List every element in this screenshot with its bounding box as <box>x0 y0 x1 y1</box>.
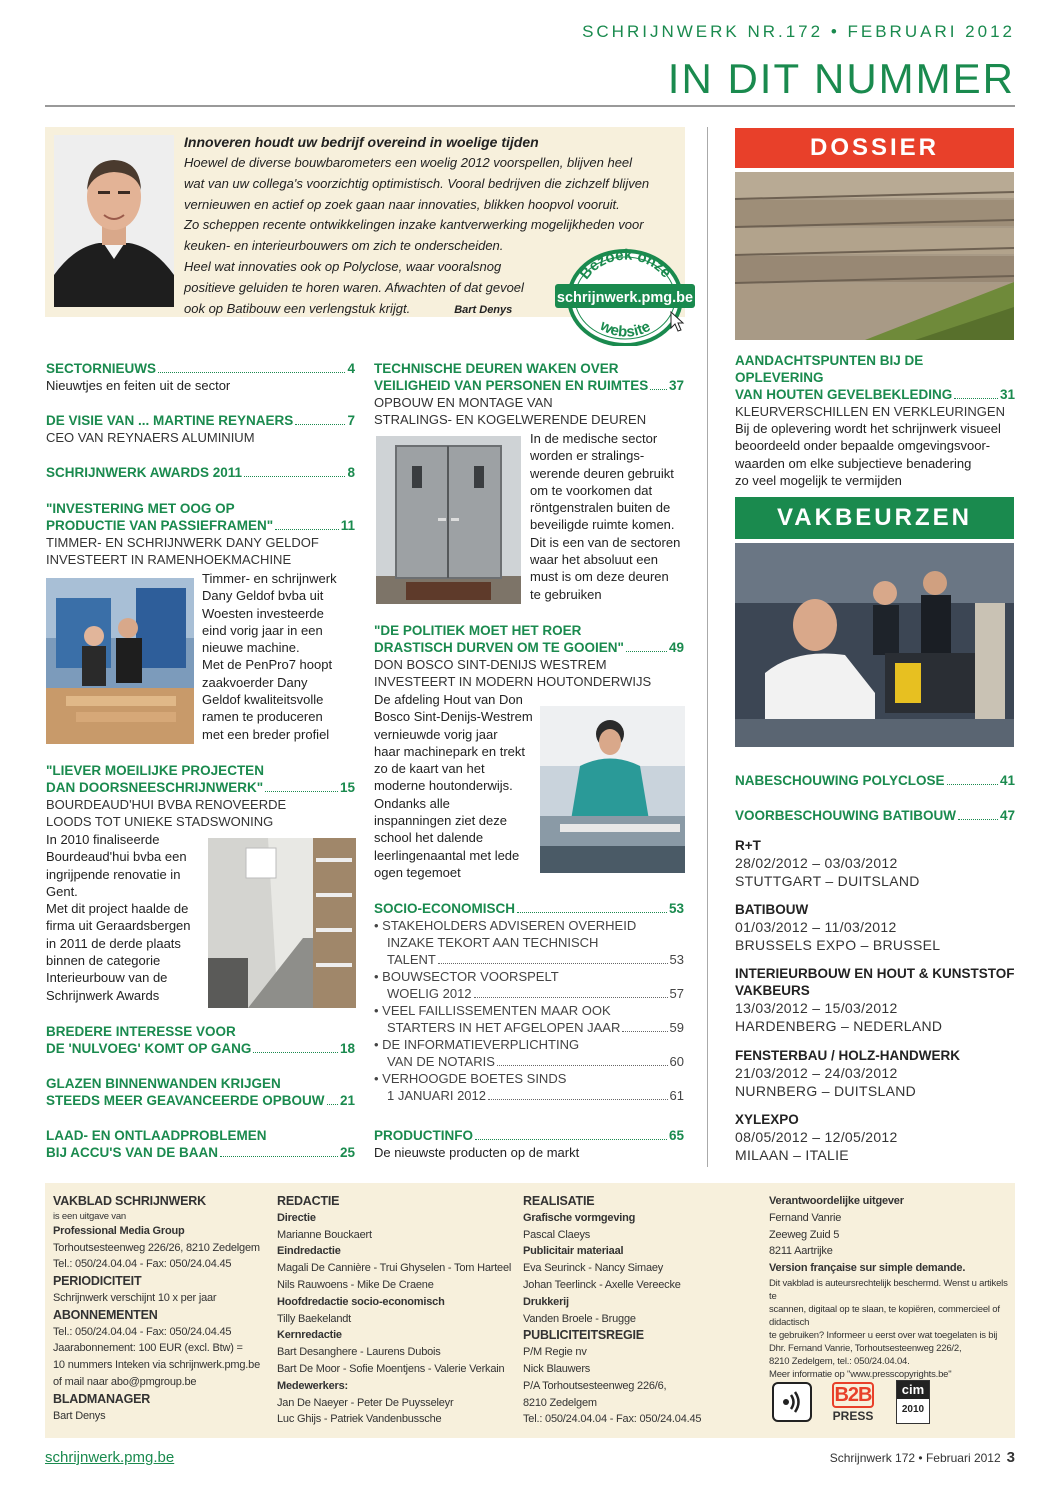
toc-entry-awards[interactable]: SCHRIJNWERK AWARDS 2011 8 <box>46 465 355 480</box>
colophon-line: Directie <box>277 1211 316 1224</box>
colophon-line: Fernand Vanrie <box>769 1211 842 1224</box>
fair-item: BATIBOUW 01/03/2012 – 11/03/2012 BRUSSELS EXPO – BRUSSEL <box>735 902 941 953</box>
cim-logo: cim 2010 <box>896 1380 930 1424</box>
colophon-line: Jan De Naeyer - Peter De Puysseleyr <box>277 1396 454 1409</box>
socio-bullet-item[interactable]: • VEEL FAILLISSEMENTEN MAAR OOK STARTERS IN HET AFGELOPEN JAAR 59 <box>374 1003 684 1035</box>
editorial-line: keuken- en interieurbouwers om zich te onderscheiden. <box>184 238 504 254</box>
colophon-line: te gebruiken? Informeer u eerst over wat toegelaten is bij <box>769 1329 998 1341</box>
colophon-line: 8211 Aartrijke <box>769 1245 833 1258</box>
colophon-line: ABONNEMENTEN <box>53 1307 158 1322</box>
don-bosco-body: De afdeling Hout van Don Bosco Sint-Denijs-Westrem vernieuwde vorig jaar haar machinepark en trekt zo de kaart van het moderne houtonderwijs. Ondanks alle inspanningen ziet deze school het dalende leerlingenaantal met lede ogen tegemoet <box>374 692 533 880</box>
colophon-line: Meer informatie op "www.presscopyrights.be" <box>769 1368 952 1380</box>
colophon-line: Dhr. Fernand Vanrie, Torhoutsesteenweg 226/2, <box>769 1342 962 1354</box>
colophon-line: PERIODICITEIT <box>53 1274 142 1289</box>
editorial-line: positieve geluiden te horen waren. Afwachten of dat gevoel <box>184 279 524 295</box>
vakbeurzen-photo <box>735 543 1014 747</box>
editorial-title: Innoveren houdt uw bedrijf overeind in woelige tijden <box>184 134 539 150</box>
stadswoning-photo <box>208 838 356 1008</box>
editor-portrait <box>54 135 174 307</box>
page-number: 3 <box>1006 1449 1015 1466</box>
colophon-line: of mail naar abo@pmgroup.be <box>53 1375 197 1388</box>
colophon-line: Dit vakblad is auteursrechtelijk beschermd. Wenst u artikels te <box>769 1277 1008 1302</box>
b2b-press-logo: B2B PRESS <box>832 1384 874 1423</box>
colophon-line: Nick Blauwers <box>523 1362 591 1375</box>
colophon-line: BLADMANAGER <box>53 1391 151 1406</box>
colophon-line: Pascal Claeys <box>523 1228 591 1241</box>
issue-line: SCHRIJNWERK NR.172 • FEBRUARI 2012 <box>582 22 1015 41</box>
socio-bullet-item[interactable]: • STAKEHOLDERS ADVISEREN OVERHEID INZAKE TEKORT AAN TECHNISCH TALENT 53 <box>374 918 684 967</box>
colophon-line: 10 nummers Inteken via schrijnwerk.pmg.be <box>53 1359 261 1372</box>
colophon-line: Torhoutsesteenweg 226/26, 8210 Zedelgem <box>53 1241 260 1254</box>
geldof-body: Timmer- en schrijnwerk Dany Geldof bvba uit Woesten investeerde eind vorig jaar in een nieuwe machine. Met de PenPro7 hoopt zaakvoerder Dany Geldof kwaliteitsvolle ramen te produceren met een breder profiel <box>202 571 337 742</box>
dossier-photo <box>735 172 1014 340</box>
toc-entry-batibouw[interactable]: VOORBESCHOUWING BATIBOUW 47 <box>735 808 1015 823</box>
editorial-line: ook op Batibouw een verlengstuk krijgt. Bart Denys <box>184 300 513 316</box>
toc-entry-visie[interactable]: DE VISIE VAN ... MARTINE REYNAERS 7 CEO VAN REYNAERS ALUMINIUM <box>46 413 355 445</box>
colophon-line: scannen, digitaal op te slaan, te kopiëren, commercieel of didactisch <box>769 1303 1000 1328</box>
bourdeaudhui-body: In 2010 finaliseerde Bourdeaud'hui bvba een ingrijpende renovatie in Gent. Met dit project haalde de firma uit Geraardsbergen in 2011 de derde plaats binnen de categorie Interieurbouw van de Schrijnwerk Awards <box>46 832 191 1003</box>
colophon-line: Magali De Cannière - Trui Ghyselen - Tom Harteel <box>277 1262 512 1275</box>
toc-entry-doorsneeschrijnwerk[interactable]: "LIEVER MOEILIJKE PROJECTEN DAN DOORSNEESCHRIJNWERK" 15 BOURDEAUD'HUI BVBA RENOVEERDE LOODS TOT UNIEKE STADSWONING <box>46 763 355 829</box>
colophon-line: P/A Torhoutsesteenweg 226/6, <box>523 1379 667 1392</box>
colophon-line: Marianne Bouckaert <box>277 1228 372 1241</box>
dossier-banner: DOSSIER <box>735 128 1014 168</box>
colophon-redactie <box>277 1193 517 1428</box>
editorial-line: Zo scheppen recente ontwikkelingen inzake kantverwerking mogelijkheden voor <box>184 217 644 233</box>
colophon-line: Johan Teerlinck - Axelle Vereecke <box>523 1278 681 1291</box>
header-rule <box>45 105 1015 107</box>
socio-bullet-item[interactable]: • BOUWSECTOR VOORSPELT WOELIG 2012 57 <box>374 969 684 1001</box>
toc-entry-technische-deuren[interactable]: TECHNISCHE DEUREN WAKEN OVER VEILIGHEID VAN PERSONEN EN RUIMTES 37 OPBOUW EN MONTAGE VAN STRALINGS- EN KOGELWERENDE DEUREN <box>374 361 684 427</box>
colophon-line: Kernredactie <box>277 1329 342 1342</box>
toc-entry-gevelbekleding[interactable]: AANDACHTSPUNTEN BIJ DE OPLEVERING VAN HOUTEN GEVELBEKLEDING 31 KLEURVERSCHILLEN EN VERKLEURINGEN Bij de oplevering wordt het schrijnwerk visueel beoordeeld onder bepaalde omgevingsvoor- waarden om elke subjectieve benadering zo veel mogelijk te vermijden <box>735 353 1015 488</box>
colophon-realisatie <box>523 1193 763 1428</box>
colophon-line: Hoofdredactie socio-economisch <box>277 1295 445 1308</box>
colophon-line: Luc Ghijs - Patriek Vandenbussche <box>277 1413 442 1426</box>
editor-signature: Bart Denys <box>454 303 513 316</box>
colophon-line: Jaarabonnement: 100 EUR (excl. Btw) = <box>53 1342 243 1355</box>
column-divider <box>707 127 708 1167</box>
colophon-line: Grafische vormgeving <box>523 1211 636 1224</box>
colophon-line: Drukkerij <box>523 1295 569 1308</box>
colophon-line: Publicitair materiaal <box>523 1245 624 1258</box>
editorial-line: Heel wat innovaties ook op Polyclose, waar vooralsnog <box>184 258 502 274</box>
stamp-top-text: Bezoek onze <box>576 246 675 283</box>
page-title: IN DIT NUMMER <box>667 55 1015 102</box>
toc-entry-politiek-roer[interactable]: "DE POLITIEK MOET HET ROER DRASTISCH DURVEN OM TE GOOIEN" 49 DON BOSCO SINT-DENIJS WESTREM INVESTEERT IN MODERN HOUTONDERWIJS <box>374 623 684 689</box>
deuren-photo <box>376 436 521 604</box>
colophon-line: Professional Media Group <box>53 1224 185 1237</box>
colophon-line: Bart De Moor - Sofie Moentjens - Valerie Verkain <box>277 1362 505 1375</box>
colophon-line: PUBLICITEITSREGIE <box>523 1328 644 1343</box>
toc-entry-glazen-binnenwanden[interactable]: GLAZEN BINNENWANDEN KRIJGEN STEEDS MEER GEAVANCEERDE OPBOUW 21 <box>46 1076 355 1108</box>
fair-item: R+T 28/02/2012 – 03/03/2012 STUTTGART – DUITSLAND <box>735 838 920 889</box>
fair-item: FENSTERBAU / HOLZ-HANDWERK 21/03/2012 – 24/03/2012 NURNBERG – DUITSLAND <box>735 1048 960 1099</box>
colophon-line: Eva Seurinck - Nancy Simaey <box>523 1262 664 1275</box>
toc-entry-sectornieuws[interactable]: SECTORNIEUWS 4 Nieuwtjes en feiten uit de sector <box>46 361 355 393</box>
toc-entry-accus[interactable]: LAAD- EN ONTLAADPROBLEMEN BIJ ACCU'S VAN DE BAAN 25 <box>46 1128 355 1160</box>
fair-item: INTERIEURBOUW EN HOUT & KUNSTSTOF VAKBEURS 13/03/2012 – 15/03/2012 HARDENBERG – NEDERLAND <box>735 966 1015 1034</box>
colophon-line: VAKBLAD SCHRIJNWERK <box>53 1194 206 1208</box>
copyright-logo <box>772 1382 812 1422</box>
footer-issue: Schrijnwerk 172 • Februari 2012 3 <box>829 1449 1015 1466</box>
colophon-uitgever <box>769 1193 1011 1381</box>
socio-bullet-item[interactable]: • VERHOOGDE BOETES SINDS 1 JANUARI 2012 61 <box>374 1071 684 1103</box>
deuren-body: In de medische sector worden er stralings- werende deuren gebruikt om te voorkomen dat röntgenstralen buiten de beveiligde ruimte komen. Dit is een van de sectoren waar het absoluut een must is om deze deuren te gebruiken <box>530 431 681 602</box>
colophon-line: Nils Rauwoens - Mike De Craene <box>277 1278 434 1291</box>
editorial-line: Hoewel de diverse bouwbarometers een woelig 2012 voorspellen, blijven heel <box>184 155 633 170</box>
toc-entry-socio-economisch[interactable]: SOCIO-ECONOMISCH 53 <box>374 901 684 916</box>
geldof-photo <box>46 578 194 744</box>
stamp-bottom-text: website <box>597 317 654 341</box>
colophon-line: Eindredactie <box>277 1245 341 1258</box>
socio-bullet-item[interactable]: • DE INFORMATIEVERPLICHTING VAN DE NOTARIS 60 <box>374 1037 684 1069</box>
colophon-line: Bart Denys <box>53 1409 106 1422</box>
colophon-line: Vanden Broele - Brugge <box>523 1312 636 1325</box>
colophon-line: Medewerkers: <box>277 1379 348 1392</box>
website-stamp[interactable] <box>553 246 697 346</box>
vakbeurzen-banner: VAKBEURZEN <box>735 497 1014 539</box>
colophon-line: Tel.: 050/24.04.04 - Fax: 050/24.04.45 <box>53 1258 232 1271</box>
colophon-line: Bart Desanghere - Laurens Dubois <box>277 1346 441 1359</box>
stamp-url: schrijnwerk.pmg.be <box>556 290 694 306</box>
toc-entry-nulvoeg[interactable]: BREDERE INTERESSE VOOR DE 'NULVOEG' KOMT OP GANG 18 <box>46 1024 355 1056</box>
colophon-line: is een uitgave van <box>53 1210 126 1222</box>
colophon-line: Schrijnwerk verschijnt 10 x per jaar <box>53 1291 217 1304</box>
colophon-line: Tel.: 050/24.04.04 - Fax: 050/24.04.45 <box>523 1413 702 1426</box>
toc-entry-polyclose[interactable]: NABESCHOUWING POLYCLOSE 41 <box>735 773 1015 788</box>
colophon-line: Version française sur simple demande. <box>769 1262 966 1275</box>
colophon-line: Zeeweg Zuid 5 <box>769 1228 840 1241</box>
colophon-line: REDACTIE <box>277 1194 340 1208</box>
colophon-line: REALISATIE <box>523 1194 595 1208</box>
colophon-line: 8210 Zedelgem, tel.: 050/24.04.04. <box>769 1355 910 1367</box>
editorial-line: wat van uw collega's voorzichtig optimistisch. Vooral bedrijven die zichzelf blijven <box>184 175 650 191</box>
toc-entry-passieframen[interactable]: "INVESTERING MET OOG OP PRODUCTIE VAN PASSIEFRAMEN" 11 TIMMER- EN SCHRIJNWERK DANY GELDOF INVESTEERT IN RAMENHOEKMACHINE <box>46 501 355 567</box>
fair-item: XYLEXPO 08/05/2012 – 12/05/2012 MILAAN – ITALIE <box>735 1112 898 1163</box>
don-bosco-photo <box>540 706 685 873</box>
colophon-line: Tel.: 050/24.04.04 - Fax: 050/24.04.45 <box>53 1325 232 1338</box>
colophon-line: Verantwoordelijke uitgever <box>769 1195 904 1207</box>
colophon-line: Tilly Baekelandt <box>277 1312 352 1325</box>
toc-entry-productinfo[interactable]: PRODUCTINFO 65 De nieuwste producten op de markt <box>374 1128 684 1160</box>
editorial-line: vernieuwen en actief op zoek gaan naar innovaties, blikken hoopvol vooruit. <box>184 196 620 212</box>
socio-bullets <box>374 917 684 1104</box>
colophon-publisher <box>53 1193 268 1424</box>
colophon-line: P/M Regie nv <box>523 1346 587 1359</box>
colophon-line: 8210 Zedelgem <box>523 1396 597 1409</box>
footer-website-link[interactable]: schrijnwerk.pmg.be <box>45 1449 175 1466</box>
